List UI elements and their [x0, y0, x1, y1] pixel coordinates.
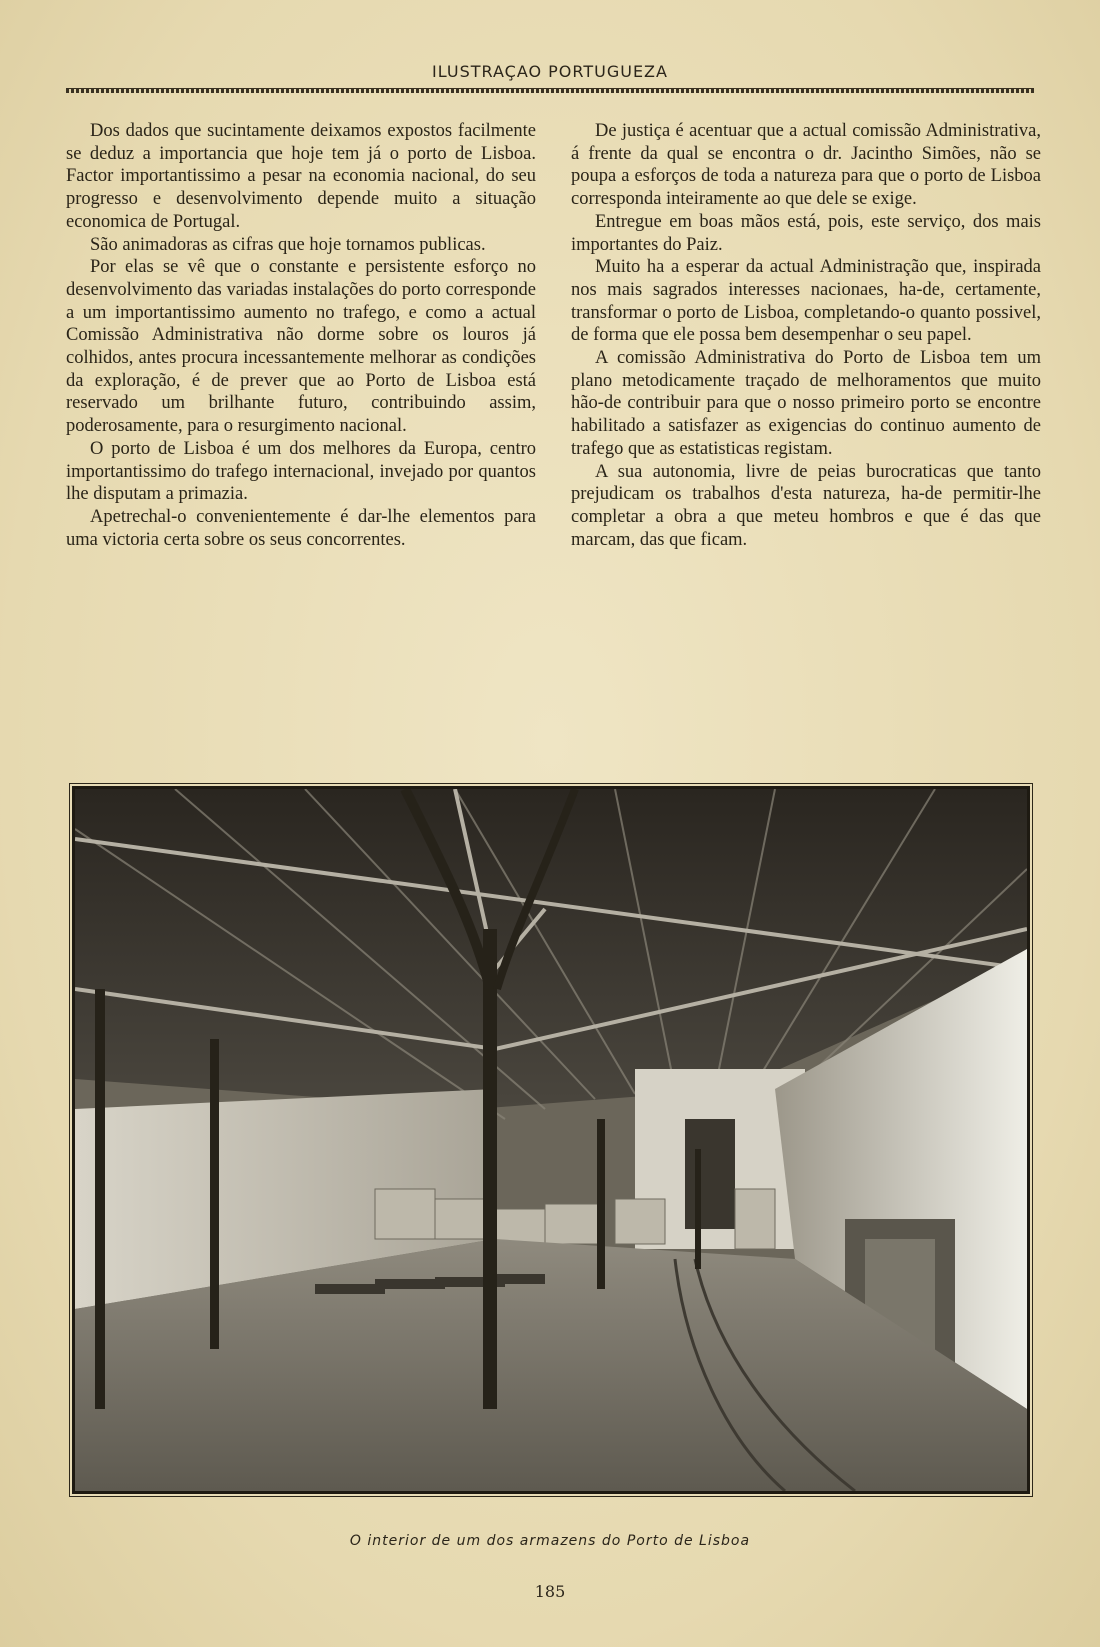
paragraph: Entregue em boas mãos está, pois, este serviço, dos mais importantes do Paiz. — [571, 211, 1041, 255]
page-number: 185 — [534, 1582, 566, 1601]
warehouse-interior-illustration — [75, 789, 1027, 1491]
paragraph: Por elas se vê que o constante e persistente esforço no desenvolvimento das variadas instalações do porto corresponde a um importantissimo aumento no trafego, e como a actual Comissão Administrativa não dorme sobre os louros já colhidos, antes procura incessantemente melhorar as condições da exploração, é de prever que ao Porto de Lisboa está reservado um brilhante futuro, contribuindo assim, poderosamente, para o resurgimento nacional. — [66, 257, 536, 437]
paragraph: Dos dados que sucintamente deixamos expostos facilmente se deduz a importancia que hoje tem já o porto de Lisboa. Factor importantissimo a pesar na economia nacional, do seu progresso e desenvolvimento depende muito a situação economica de Portugal. — [66, 121, 536, 232]
right-column — [571, 120, 1041, 551]
header-rule — [66, 88, 1034, 93]
running-header: ILUSTRAÇAO PORTUGUEZA — [432, 62, 668, 81]
left-column — [66, 120, 536, 551]
paragraph: São animadoras as cifras que hoje tornamos publicas. — [90, 234, 486, 255]
paragraph: Muito ha a esperar da actual Administração que, inspirada nos mais sagrados interesses nacionaes, ha-de, certamente, transformar o porto de Lisboa, completando-o quanto possivel, de forma que ele possa bem desempenhar o seu papel. — [571, 257, 1041, 346]
paragraph: O porto de Lisboa é um dos melhores da Europa, centro importantissimo do trafego internacional, invejado por quantos lhe disputam a primazia. — [66, 438, 536, 505]
paragraph: A comissão Administrativa do Porto de Lisboa tem um plano metodicamente traçado de melhoramentos que muito hão-de contribuir para que o nosso primeiro porto se encontre habilitado a satisfazer as exigencias do continuo aumento de trafego que as estatisticas registam. — [571, 348, 1041, 459]
paragraph: De justiça é acentuar que a actual comissão Administrativa, á frente da qual se encontra o dr. Jacintho Simões, não se poupa a esforços de toda a natureza para que o porto de Lisboa corresponda inteiramente ao que dele se exige. — [571, 121, 1041, 210]
warehouse-photograph — [72, 786, 1030, 1494]
paragraph: A sua autonomia, livre de peias burocraticas que tanto prejudicam os trabalhos d'esta natureza, ha-de permitir-lhe completar a obra a que meteu hombros e que é das que marcam, das que ficam. — [571, 461, 1041, 550]
figure-caption: O interior de um dos armazens do Porto de Lisboa — [349, 1533, 751, 1549]
paragraph: Apetrechal-o convenientemente é dar-lhe elementos para uma victoria certa sobre os seus concorrentes. — [66, 506, 536, 550]
